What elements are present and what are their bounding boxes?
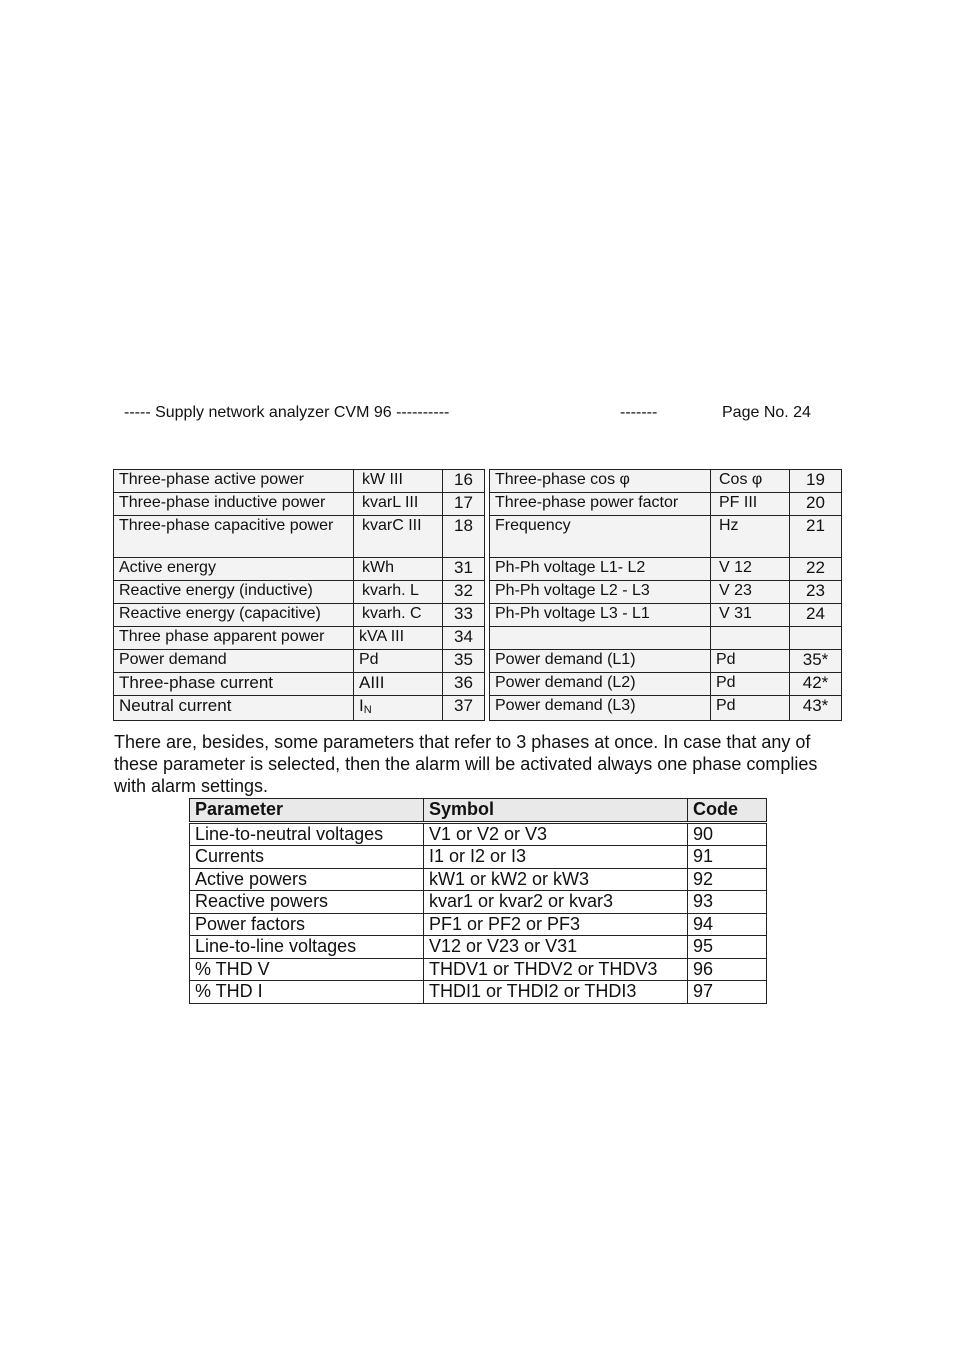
- param-symbol: Pd: [354, 650, 443, 673]
- table-row: [114, 558, 842, 581]
- group-symbol: kW1 or kW2 or kW3: [424, 868, 688, 891]
- param-name: Three phase apparent power: [114, 627, 354, 650]
- group-code: 97: [688, 981, 767, 1004]
- table-header-row: [190, 799, 767, 823]
- param-code: 19: [790, 470, 842, 493]
- param-code: 35*: [790, 650, 842, 673]
- param-name: [490, 627, 711, 650]
- param-symbol: [354, 696, 443, 721]
- page-number: Page No. 24: [722, 404, 811, 421]
- group-symbol: V12 or V23 or V31: [424, 936, 688, 959]
- param-name: Power demand (L1): [490, 650, 711, 673]
- column-header: Parameter: [190, 799, 424, 823]
- table-row: [190, 868, 767, 891]
- symbol-main: I: [359, 696, 364, 715]
- group-parameter: Active powers: [190, 868, 424, 891]
- param-symbol: Hz: [711, 516, 790, 558]
- param-code: 36: [443, 673, 485, 696]
- param-code: 37: [443, 696, 485, 721]
- group-code: 91: [688, 846, 767, 869]
- param-code: 35: [443, 650, 485, 673]
- table-row: [114, 604, 842, 627]
- param-code: 42*: [790, 673, 842, 696]
- param-code: 31: [443, 558, 485, 581]
- group-symbol: THDV1 or THDV2 or THDV3: [424, 958, 688, 981]
- body-paragraph: There are, besides, some parameters that refer to 3 phases at once. In case that any of these parameter is selected, then the alarm will be activated always one phase complies with alarm settings.: [114, 732, 818, 796]
- param-symbol: kWh: [354, 558, 443, 581]
- table-row: [114, 516, 842, 558]
- group-parameter: Reactive powers: [190, 891, 424, 914]
- group-parameter: % THD I: [190, 981, 424, 1004]
- column-header: Code: [688, 799, 767, 823]
- symbol-subscript: N: [363, 704, 372, 716]
- param-name: Frequency: [490, 516, 711, 558]
- page-header: [124, 404, 844, 426]
- param-symbol: [711, 627, 790, 650]
- table-row: [190, 822, 767, 846]
- param-symbol: V 23: [711, 581, 790, 604]
- group-symbol: THDI1 or THDI2 or THDI3: [424, 981, 688, 1004]
- param-symbol: kvarh. C: [354, 604, 443, 627]
- param-code: 17: [443, 493, 485, 516]
- param-name: Power demand: [114, 650, 354, 673]
- parameter-code-table: [113, 469, 842, 721]
- param-symbol: Pd: [711, 673, 790, 696]
- param-symbol: Pd: [711, 696, 790, 721]
- param-name: Ph-Ph voltage L1- L2: [490, 558, 711, 581]
- param-symbol: V 12: [711, 558, 790, 581]
- param-code: [790, 627, 842, 650]
- param-name: Reactive energy (inductive): [114, 581, 354, 604]
- table-row: [190, 846, 767, 869]
- group-parameter: Line-to-neutral voltages: [190, 822, 424, 846]
- param-name: Ph-Ph voltage L3 - L1: [490, 604, 711, 627]
- param-symbol: AIII: [354, 673, 443, 696]
- param-code: 21: [790, 516, 842, 558]
- table-row: [190, 913, 767, 936]
- group-code: 94: [688, 913, 767, 936]
- param-symbol: kVA III: [354, 627, 443, 650]
- param-code: 32: [443, 581, 485, 604]
- param-code: 24: [790, 604, 842, 627]
- param-name: Three-phase current: [114, 673, 354, 696]
- group-symbol: V1 or V2 or V3: [424, 822, 688, 846]
- group-code: 92: [688, 868, 767, 891]
- param-name: Power demand (L2): [490, 673, 711, 696]
- group-symbol: PF1 or PF2 or PF3: [424, 913, 688, 936]
- table-row: [190, 891, 767, 914]
- group-parameter: % THD V: [190, 958, 424, 981]
- table-row: [114, 493, 842, 516]
- param-symbol: Pd: [711, 650, 790, 673]
- header-title: ----- Supply network analyzer CVM 96 ----------: [124, 404, 450, 421]
- param-name: Three-phase active power: [114, 470, 354, 493]
- param-symbol: kvarL III: [354, 493, 443, 516]
- group-code: 90: [688, 822, 767, 846]
- group-symbol: kvar1 or kvar2 or kvar3: [424, 891, 688, 914]
- param-code: 16: [443, 470, 485, 493]
- param-symbol: PF III: [711, 493, 790, 516]
- table-row: [190, 936, 767, 959]
- table-row: [114, 696, 842, 721]
- table-row: [114, 470, 842, 493]
- param-name: Three-phase power factor: [490, 493, 711, 516]
- param-code: 23: [790, 581, 842, 604]
- table-row: [190, 958, 767, 981]
- param-name: Active energy: [114, 558, 354, 581]
- param-name: Three-phase inductive power: [114, 493, 354, 516]
- param-code: 18: [443, 516, 485, 558]
- table-row: [114, 673, 842, 696]
- param-symbol: kvarh. L: [354, 581, 443, 604]
- param-name: Reactive energy (capacitive): [114, 604, 354, 627]
- group-parameter: Power factors: [190, 913, 424, 936]
- group-code: 96: [688, 958, 767, 981]
- param-symbol: Cos φ: [711, 470, 790, 493]
- header-dashes: -------: [620, 404, 658, 421]
- param-name: Neutral current: [114, 696, 354, 721]
- param-code: 33: [443, 604, 485, 627]
- param-name: Three-phase cos φ: [490, 470, 711, 493]
- table-row: [114, 627, 842, 650]
- param-name: Three-phase capacitive power: [114, 516, 354, 558]
- param-symbol: V 31: [711, 604, 790, 627]
- group-parameter: Currents: [190, 846, 424, 869]
- param-symbol: kW III: [354, 470, 443, 493]
- param-code: 34: [443, 627, 485, 650]
- param-symbol: kvarC III: [354, 516, 443, 558]
- param-name: Power demand (L3): [490, 696, 711, 721]
- table-row: [114, 581, 842, 604]
- phase-group-table: [189, 798, 767, 1004]
- table-row: [190, 981, 767, 1004]
- table-row: [114, 650, 842, 673]
- column-header: Symbol: [424, 799, 688, 823]
- group-code: 93: [688, 891, 767, 914]
- group-symbol: I1 or I2 or I3: [424, 846, 688, 869]
- param-name: Ph-Ph voltage L2 - L3: [490, 581, 711, 604]
- group-code: 95: [688, 936, 767, 959]
- group-parameter: Line-to-line voltages: [190, 936, 424, 959]
- param-code: 20: [790, 493, 842, 516]
- param-code: 22: [790, 558, 842, 581]
- param-code: 43*: [790, 696, 842, 721]
